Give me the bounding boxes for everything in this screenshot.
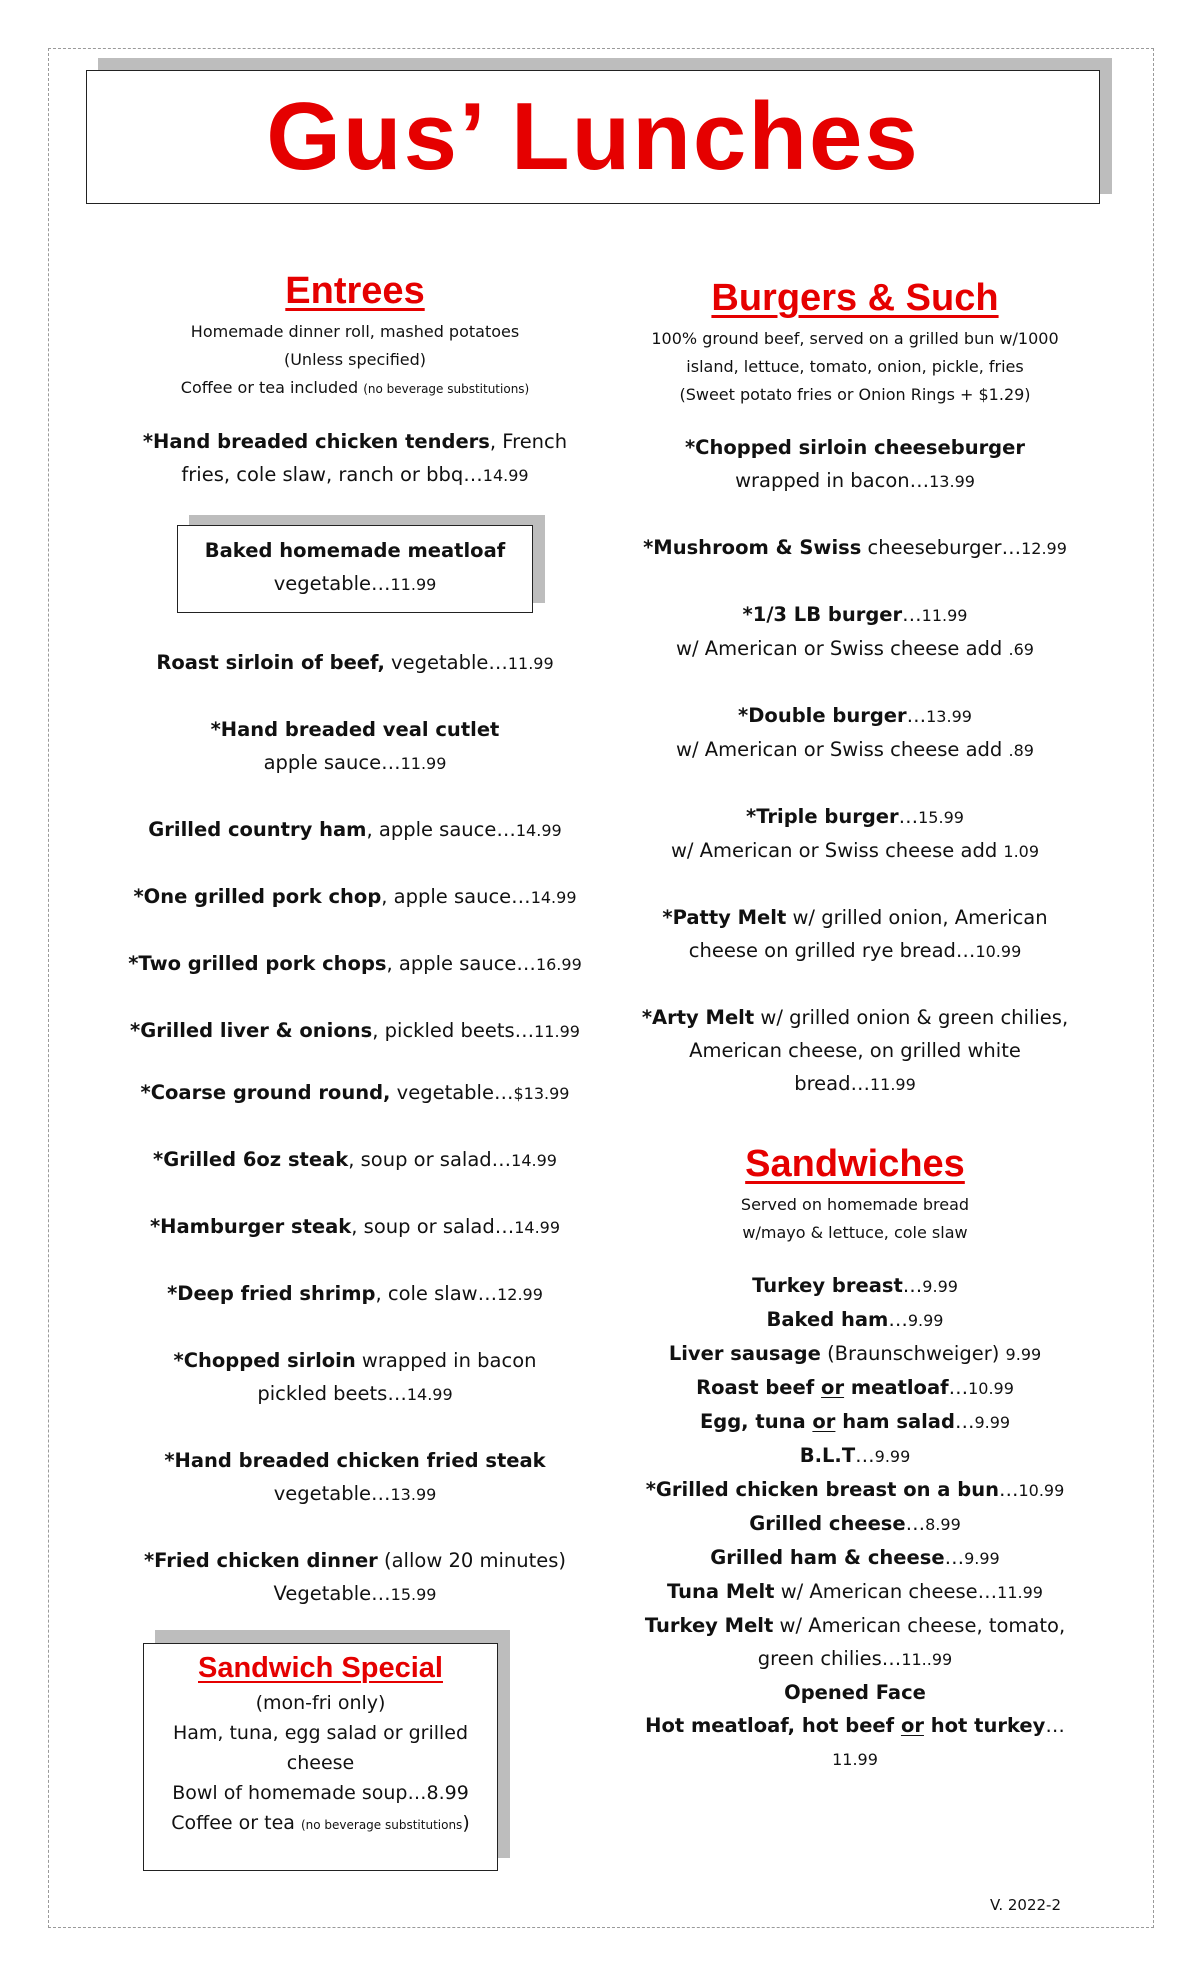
item-price: 11.99 [534, 1022, 580, 1041]
list-item [625, 1473, 1085, 1507]
item-desc: … [902, 603, 922, 626]
item-desc: … [905, 1512, 926, 1535]
item-desc: , cole slaw… [375, 1282, 498, 1305]
special-line [144, 1808, 497, 1840]
item-price: 14.99 [511, 1151, 557, 1170]
item-name: hot turkey [923, 1714, 1046, 1737]
item-desc: , soup or salad… [351, 1215, 515, 1238]
item-name: *Mushroom & Swiss [643, 536, 862, 559]
item-desc: w/ American or Swiss cheese add [676, 637, 1009, 660]
item-name: Roast sirloin of beef, [156, 651, 385, 674]
item-name: *Grilled chicken breast on a bun [645, 1478, 999, 1501]
item-name: Turkey breast [752, 1274, 903, 1297]
item-desc: vegetable… [273, 1482, 391, 1505]
item-price: 11.99 [507, 654, 554, 673]
item-price: 11.99 [997, 1583, 1043, 1602]
item-name: Tuna Melt [667, 1580, 775, 1603]
featured-item-box [177, 525, 533, 613]
menu-item [120, 947, 590, 981]
restaurant-title: Gus’ Lunches [266, 83, 920, 190]
menu-item [120, 646, 590, 680]
item-name: *Arty Melt [641, 1006, 755, 1029]
item-price: 14.99 [515, 821, 562, 840]
item-desc: vegetable… [384, 651, 508, 674]
menu-item [120, 880, 590, 914]
item-name: *Coarse ground round, [140, 1081, 391, 1104]
item-name: Grilled country ham [148, 818, 367, 841]
item-price: 10.99 [968, 1379, 1014, 1398]
menu-item [120, 1210, 590, 1244]
item-desc: w/ American cheese, tomato, [773, 1614, 1066, 1637]
item-name: *1/3 LB burger [742, 603, 903, 626]
item-name: Baked homemade meatloaf [204, 539, 506, 562]
item-price: $13.99 [513, 1084, 570, 1103]
item-name: Roast beef [696, 1376, 822, 1399]
menu-item [120, 813, 590, 847]
item-price: 11.99 [832, 1750, 878, 1769]
menu-item [120, 1143, 590, 1177]
menu-item [625, 800, 1085, 868]
item-price: 9.99 [1005, 1345, 1042, 1364]
list-item [625, 1709, 1085, 1776]
item-price: 10.99 [1018, 1481, 1065, 1500]
item-desc: , apple sauce… [381, 885, 531, 908]
entrees-desc-1: Homemade dinner roll, mashed potatoes [190, 322, 520, 341]
version-label: V. 2022-2 [990, 1896, 1061, 1914]
item-name: Hot meatloaf, hot beef [645, 1714, 901, 1737]
item-desc: , apple sauce… [386, 952, 536, 975]
item-name: Liver sausage [668, 1342, 821, 1365]
menu-item [120, 1076, 590, 1110]
special-line-main: Coffee or tea [171, 1812, 295, 1834]
menu-item [625, 901, 1085, 968]
burgers-desc-2: island, lettuce, tomato, onion, pickle, fries [686, 357, 1024, 376]
item-name-or: or [812, 1410, 836, 1433]
item-desc: w/ American or Swiss cheese add [670, 839, 1004, 862]
item-desc: w/ American cheese… [774, 1580, 998, 1603]
item-name-or: or [900, 1714, 924, 1737]
item-name: *Hand breaded chicken fried steak [164, 1449, 546, 1472]
item-name: Turkey Melt [644, 1614, 774, 1637]
entrees-column [120, 268, 590, 1644]
item-desc: , French [489, 430, 568, 453]
item-desc: cheeseburger… [861, 536, 1022, 559]
list-item [625, 1303, 1085, 1337]
item-desc: … [855, 1444, 875, 1467]
list-item [625, 1439, 1085, 1473]
item-name: ham salad [835, 1410, 955, 1433]
item-price: 8.99 [925, 1515, 961, 1534]
item-desc: bread… [794, 1072, 870, 1095]
item-price: 1.09 [1003, 842, 1040, 861]
list-item [625, 1337, 1085, 1371]
menu-item [625, 1001, 1085, 1101]
special-line: cheese [286, 1752, 355, 1774]
item-name: Baked ham [766, 1308, 889, 1331]
item-desc: pickled beets… [257, 1382, 407, 1405]
sandwich-list [625, 1269, 1085, 1776]
item-price: 10.99 [975, 942, 1022, 961]
item-price: 9.99 [874, 1447, 911, 1466]
item-desc: w/ American or Swiss cheese add [676, 738, 1009, 761]
menu-item [625, 699, 1085, 767]
item-name-or: or [821, 1376, 845, 1399]
item-name: *One grilled pork chop [133, 885, 382, 908]
entrees-desc-3-note: (no beverage substitutions) [363, 382, 530, 396]
special-line: Ham, tuna, egg salad or grilled [172, 1722, 469, 1744]
sandwiches-desc-2: w/mayo & lettuce, cole slaw [742, 1223, 968, 1242]
item-price: 11.99 [390, 575, 437, 594]
sandwiches-desc-1: Served on homemade bread [740, 1195, 970, 1214]
item-desc: w/ grilled onion, American [786, 906, 1048, 929]
entrees-desc-2: (Unless specified) [283, 350, 427, 369]
entrees-heading: Entrees [285, 270, 425, 312]
item-name: B.L.T [799, 1444, 856, 1467]
entrees-desc-3 [120, 374, 590, 403]
item-desc: (allow 20 minutes) [377, 1549, 567, 1572]
item-desc: green chilies… [757, 1647, 902, 1670]
item-name: Grilled cheese [749, 1512, 906, 1535]
burgers-heading: Burgers & Such [711, 277, 999, 319]
item-name: *Double burger [738, 704, 907, 727]
menu-item [120, 1444, 590, 1511]
item-price: 9.99 [907, 1311, 944, 1330]
item-desc: … [1045, 1714, 1065, 1737]
item-price: 11.99 [921, 606, 968, 625]
item-desc: cheese on grilled rye bread… [688, 939, 976, 962]
menu-item [120, 1014, 590, 1048]
item-price: 11.99 [400, 754, 447, 773]
item-desc: … [902, 1274, 923, 1297]
entrees-desc-3-main: Coffee or tea included [180, 378, 359, 397]
item-name: *Triple burger [746, 805, 899, 828]
item-desc: Vegetable… [273, 1582, 391, 1605]
item-price: 13.99 [390, 1485, 437, 1504]
item-price: 14.99 [530, 888, 577, 907]
item-price: 11..99 [901, 1650, 953, 1669]
item-price: .69 [1008, 640, 1034, 659]
item-price: 16.99 [535, 955, 582, 974]
menu-item [120, 1277, 590, 1311]
list-item-cont [625, 1642, 1085, 1676]
menu-item [120, 713, 590, 780]
item-desc: wrapped in bacon… [735, 469, 930, 492]
item-desc: , pickled beets… [372, 1019, 535, 1042]
special-line-note: (no beverage substitutions [300, 1818, 463, 1832]
item-price: 13.99 [929, 472, 975, 491]
item-name: *Two grilled pork chops [128, 952, 387, 975]
item-desc: w/ grilled onion & green chilies, [754, 1006, 1069, 1029]
menu-item [120, 1544, 590, 1611]
item-desc: fries, cole slaw, ranch or bbq… [181, 463, 483, 486]
item-price: .89 [1008, 741, 1034, 760]
special-line: (mon-fri only) [255, 1692, 386, 1714]
item-name: *Hand breaded chicken tenders [142, 430, 490, 453]
item-name: *Chopped sirloin cheeseburger [684, 436, 1025, 459]
title-box [86, 70, 1100, 204]
menu-item [625, 598, 1085, 666]
item-desc: vegetable… [273, 572, 391, 595]
item-desc: , apple sauce… [366, 818, 516, 841]
item-desc: … [954, 1410, 975, 1433]
sandwich-special-box [143, 1643, 498, 1871]
list-item [625, 1405, 1085, 1439]
item-name: *Fried chicken dinner [143, 1549, 378, 1572]
list-item [625, 1507, 1085, 1541]
opened-face-label: Opened Face [784, 1681, 926, 1704]
menu-item [625, 531, 1085, 565]
item-name: *Grilled liver & onions [130, 1019, 373, 1042]
item-price: 14.99 [514, 1218, 561, 1237]
item-price: 12.99 [1021, 539, 1067, 558]
item-desc: … [888, 1308, 908, 1331]
item-price: 15.99 [918, 808, 964, 827]
burgers-desc-1: 100% ground beef, served on a grilled bun w/1000 [651, 329, 1059, 348]
list-item [625, 1541, 1085, 1575]
menu-item [120, 1344, 590, 1411]
item-desc: … [944, 1546, 965, 1569]
item-name: *Hamburger steak [149, 1215, 352, 1238]
menu-item [120, 425, 590, 492]
list-item [625, 1609, 1085, 1642]
item-desc: vegetable… [390, 1081, 514, 1104]
list-item [625, 1371, 1085, 1405]
sandwiches-heading: Sandwiches [745, 1143, 965, 1185]
item-desc: wrapped in bacon [355, 1349, 537, 1372]
item-desc: American cheese, on grilled white [689, 1039, 1021, 1062]
sandwich-special-heading: Sandwich Special [198, 1652, 443, 1684]
special-line: Bowl of homemade soup…8.99 [172, 1782, 469, 1804]
item-desc: … [898, 805, 919, 828]
item-price: 9.99 [974, 1413, 1011, 1432]
list-item [625, 1575, 1085, 1609]
item-price: 11.99 [869, 1075, 916, 1094]
item-price: 9.99 [922, 1277, 958, 1296]
item-desc: … [998, 1478, 1019, 1501]
item-desc: , soup or salad… [348, 1148, 512, 1171]
item-price: 9.99 [964, 1549, 1000, 1568]
menu-item [625, 431, 1085, 498]
featured-item [177, 525, 533, 613]
item-desc: apple sauce… [263, 751, 401, 774]
item-desc: … [906, 704, 927, 727]
item-name: *Grilled 6oz steak [153, 1148, 349, 1171]
special-line-close: ) [462, 1812, 470, 1834]
item-desc: (Braunschweiger) [820, 1342, 1006, 1365]
item-price: 14.99 [482, 466, 529, 485]
item-name: *Deep fried shrimp [167, 1282, 376, 1305]
item-name: *Patty Melt [662, 906, 787, 929]
item-name: *Hand breaded veal cutlet [210, 718, 500, 741]
item-desc: … [948, 1376, 969, 1399]
item-name: Egg, tuna [699, 1410, 813, 1433]
item-name: meatloaf [844, 1376, 949, 1399]
item-price: 13.99 [926, 707, 972, 726]
item-price: 14.99 [406, 1385, 453, 1404]
item-price: 12.99 [497, 1285, 543, 1304]
burgers-desc-3: (Sweet potato fries or Onion Rings + $1.29) [679, 385, 1031, 404]
item-name: *Chopped sirloin [173, 1349, 356, 1372]
item-price: 15.99 [390, 1585, 437, 1604]
opened-face-heading [625, 1676, 1085, 1709]
burgers-column [625, 275, 1085, 1776]
item-name: Grilled ham & cheese [710, 1546, 945, 1569]
list-item [625, 1269, 1085, 1303]
